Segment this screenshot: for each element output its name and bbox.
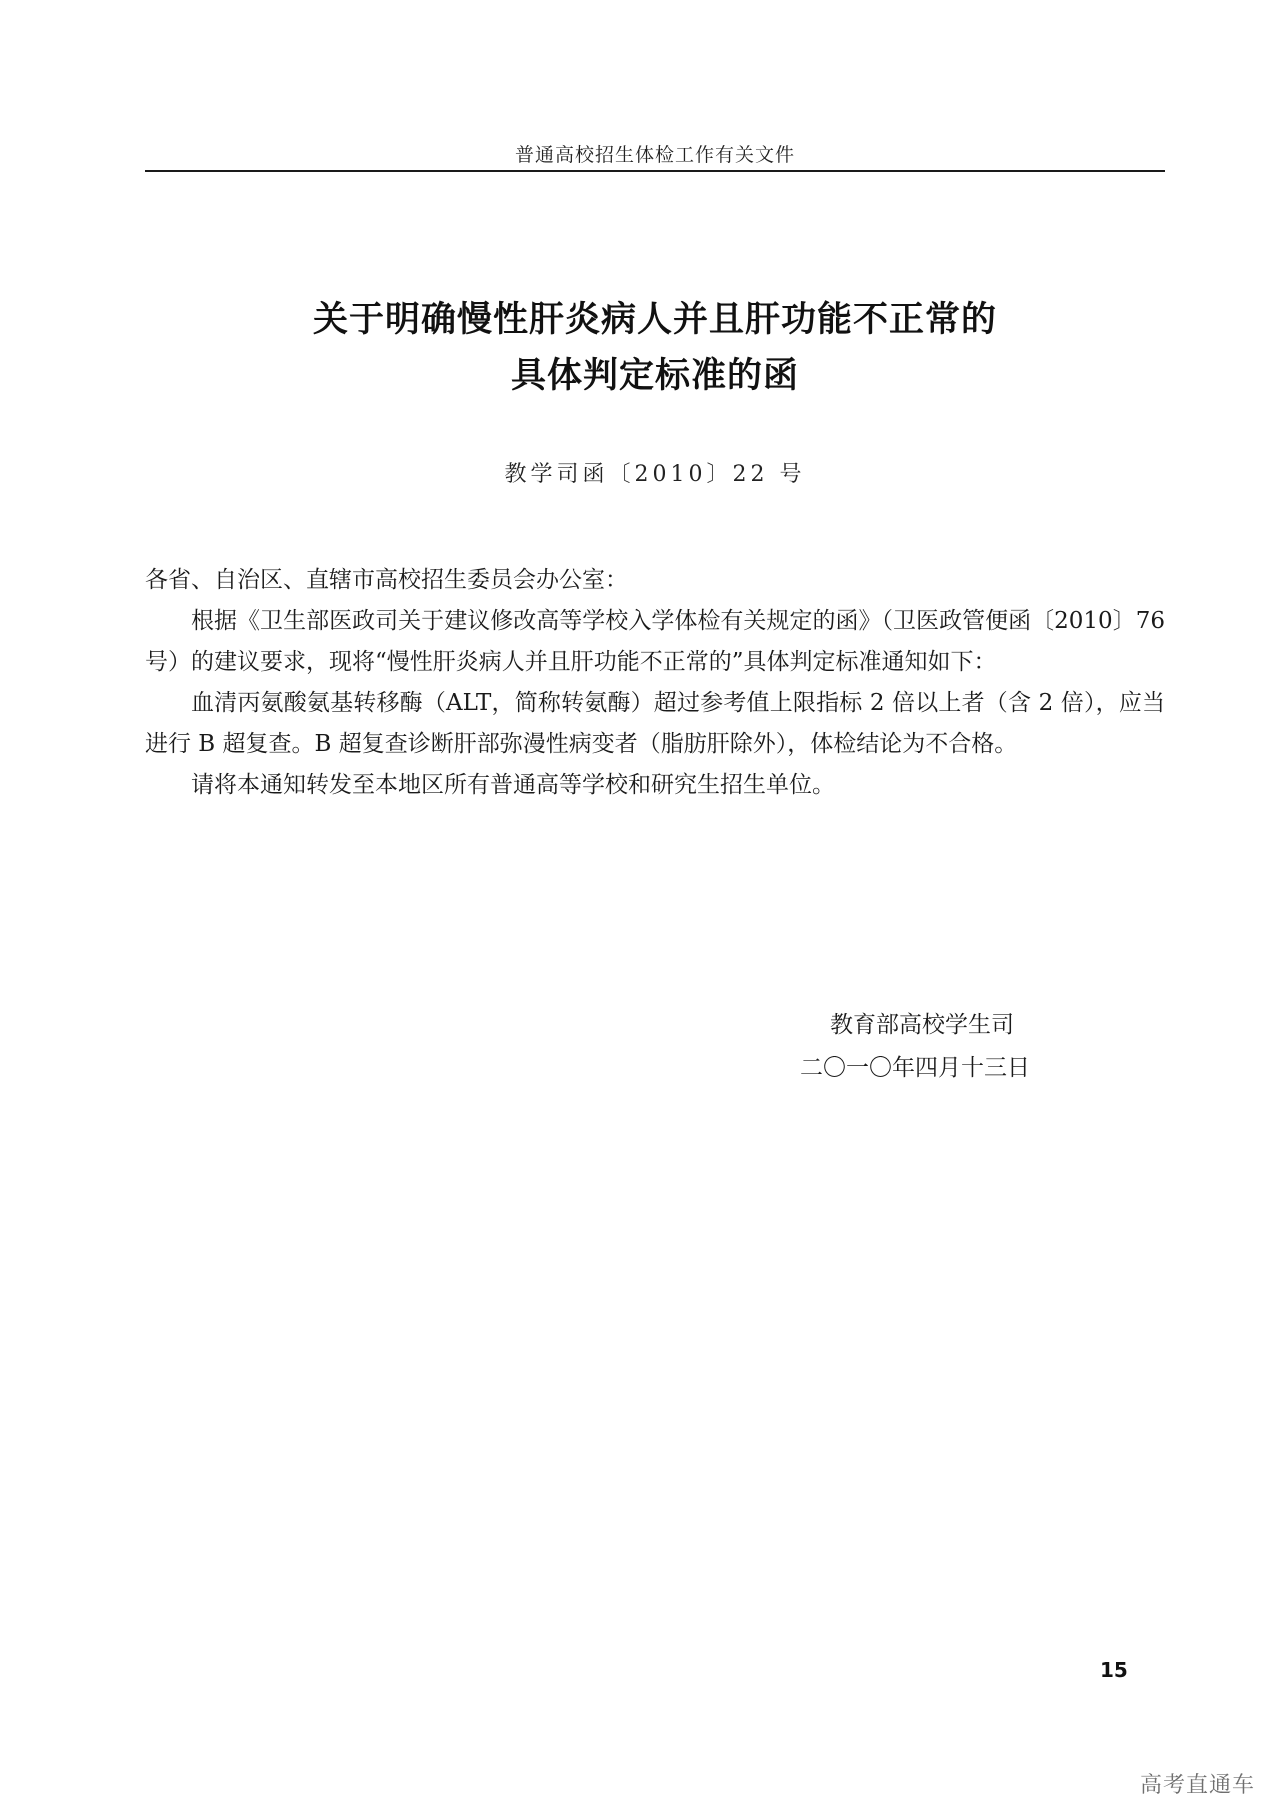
watermark: 高考直通车 (1140, 1773, 1256, 1798)
issuer: 教育部高校学生司 (830, 1012, 1014, 1038)
paragraph: 请将本通知转发至本地区所有普通高等学校和研究生招生单位。 (191, 772, 835, 798)
header-divider (145, 170, 1165, 172)
salutation: 各省、自治区、直辖市高校招生委员会办公室： (145, 567, 628, 593)
paragraph: 血清丙氨酸氨基转移酶（ALT，简称转氨酶）超过参考值上限指标 2 倍以上者（含 2 倍），应当进行 B 超复查。B 超复查诊断肝部弥漫性病变者（脂肪肝除外），体检结论为不合格。 (145, 690, 1165, 757)
document-body (145, 560, 1165, 806)
document-number: 教学司函〔2010〕22 号 (504, 462, 806, 487)
page-number: 15 (1100, 1658, 1128, 1682)
document-title (145, 292, 1165, 404)
issue-date: 二〇一〇年四月十三日 (800, 1055, 1030, 1081)
document-title-line-1: 关于明确慢性肝炎病人并且肝功能不正常的 (312, 300, 997, 340)
document-title-line-2: 具体判定标准的函 (510, 356, 799, 396)
running-header: 普通高校招生体检工作有关文件 (514, 144, 795, 166)
paragraph: 根据《卫生部医政司关于建议修改高等学校入学体检有关规定的函》（卫医政管便函〔2010〕76 号）的建议要求，现将“慢性肝炎病人并且肝功能不正常的”具体判定标准通知如下： (145, 608, 1165, 675)
signature-block (800, 1004, 1140, 1090)
